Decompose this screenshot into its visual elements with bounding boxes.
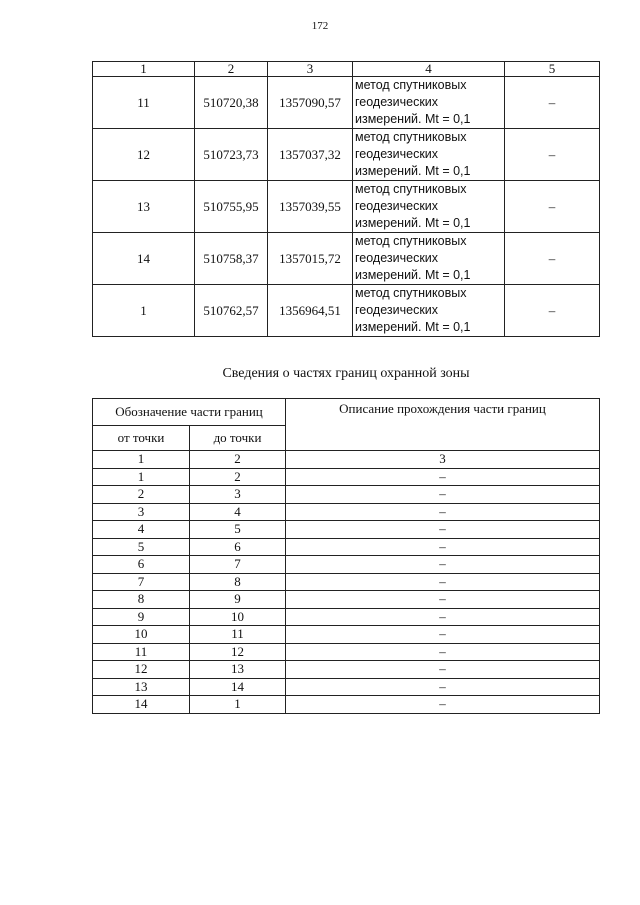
description-cell: – — [286, 626, 600, 644]
column5-cell: – — [505, 129, 600, 181]
to-point-cell: 12 — [190, 643, 286, 661]
table-row — [93, 608, 600, 626]
x-coordinate-cell: 510755,95 — [195, 181, 268, 233]
from-point-cell: 14 — [93, 696, 190, 714]
border-parts-table — [92, 398, 600, 714]
description-cell: – — [286, 591, 600, 609]
method-text-line: метод спутниковых — [355, 78, 467, 92]
header-cell: 3 — [268, 62, 353, 77]
description-cell: – — [286, 503, 600, 521]
description-cell: – — [286, 468, 600, 486]
y-coordinate-cell: 1356964,51 — [268, 285, 353, 337]
method-cell — [353, 77, 505, 129]
to-point-cell: 7 — [190, 556, 286, 574]
to-point-cell: 1 — [190, 696, 286, 714]
table-row — [93, 503, 600, 521]
method-text-line: метод спутниковых — [355, 286, 467, 300]
method-cell — [353, 233, 505, 285]
coordinates-header-row — [93, 62, 600, 77]
coordinates-table — [92, 61, 600, 337]
from-point-cell: 12 — [93, 661, 190, 679]
column5-cell: – — [505, 285, 600, 337]
table-row — [93, 77, 600, 129]
method-text-line: геодезических — [355, 199, 439, 213]
header-cell: 4 — [353, 62, 505, 77]
table-row — [93, 678, 600, 696]
point-number-cell: 11 — [93, 77, 195, 129]
method-text-line: геодезических — [355, 147, 439, 161]
from-point-cell: 11 — [93, 643, 190, 661]
header-designation: Обозначение части границ — [93, 399, 286, 426]
table-row — [93, 556, 600, 574]
method-text-line: измерений. Mt = 0,1 — [355, 112, 471, 126]
y-coordinate-cell: 1357015,72 — [268, 233, 353, 285]
to-point-cell: 8 — [190, 573, 286, 591]
parts-header-row — [93, 399, 600, 426]
from-point-cell: 10 — [93, 626, 190, 644]
description-cell: – — [286, 573, 600, 591]
table-row — [93, 538, 600, 556]
x-coordinate-cell: 510720,38 — [195, 77, 268, 129]
method-cell — [353, 285, 505, 337]
description-cell: – — [286, 538, 600, 556]
description-cell: – — [286, 486, 600, 504]
method-text-line: измерений. Mt = 0,1 — [355, 320, 471, 334]
y-coordinate-cell: 1357090,57 — [268, 77, 353, 129]
method-text-line: геодезических — [355, 303, 439, 317]
point-number-cell: 12 — [93, 129, 195, 181]
to-point-cell: 11 — [190, 626, 286, 644]
table-row — [93, 233, 600, 285]
method-text-line: метод спутниковых — [355, 182, 467, 196]
to-point-cell: 6 — [190, 538, 286, 556]
to-point-cell: 13 — [190, 661, 286, 679]
table-row — [93, 696, 600, 714]
description-cell: – — [286, 556, 600, 574]
header-to-point: до точки — [190, 426, 286, 451]
x-coordinate-cell: 510762,57 — [195, 285, 268, 337]
table-row — [93, 285, 600, 337]
method-text-line: измерений. Mt = 0,1 — [355, 164, 471, 178]
method-text-line: измерений. Mt = 0,1 — [355, 216, 471, 230]
method-text-line: метод спутниковых — [355, 234, 467, 248]
from-point-cell: 5 — [93, 538, 190, 556]
point-number-cell: 1 — [93, 285, 195, 337]
from-point-cell: 1 — [93, 468, 190, 486]
to-point-cell: 10 — [190, 608, 286, 626]
point-number-cell: 13 — [93, 181, 195, 233]
from-point-cell: 9 — [93, 608, 190, 626]
y-coordinate-cell: 1357039,55 — [268, 181, 353, 233]
from-point-cell: 8 — [93, 591, 190, 609]
to-point-cell: 5 — [190, 521, 286, 539]
x-coordinate-cell: 510723,73 — [195, 129, 268, 181]
from-point-cell: 3 — [93, 503, 190, 521]
column5-cell: – — [505, 181, 600, 233]
header-cell: 2 — [195, 62, 268, 77]
table-row — [93, 643, 600, 661]
description-cell: – — [286, 643, 600, 661]
header-from-point: от точки — [93, 426, 190, 451]
table-row — [93, 573, 600, 591]
table-row — [93, 661, 600, 679]
header-cell: 1 — [93, 62, 195, 77]
method-cell — [353, 129, 505, 181]
from-point-cell: 4 — [93, 521, 190, 539]
table-row — [93, 486, 600, 504]
description-cell: – — [286, 608, 600, 626]
from-point-cell: 2 — [93, 486, 190, 504]
from-point-cell: 6 — [93, 556, 190, 574]
page-number: 172 — [311, 20, 329, 32]
method-text-line: метод спутниковых — [355, 130, 467, 144]
numbering-cell: 2 — [190, 451, 286, 469]
parts-numbering-row — [93, 451, 600, 469]
table-row — [93, 468, 600, 486]
table-row — [93, 181, 600, 233]
table-row — [93, 626, 600, 644]
to-point-cell: 2 — [190, 468, 286, 486]
method-text-line: геодезических — [355, 95, 439, 109]
x-coordinate-cell: 510758,37 — [195, 233, 268, 285]
description-cell: – — [286, 661, 600, 679]
description-cell: – — [286, 696, 600, 714]
point-number-cell: 14 — [93, 233, 195, 285]
description-cell: – — [286, 678, 600, 696]
to-point-cell: 14 — [190, 678, 286, 696]
to-point-cell: 9 — [190, 591, 286, 609]
method-cell — [353, 181, 505, 233]
from-point-cell: 7 — [93, 573, 190, 591]
numbering-cell: 3 — [286, 451, 600, 469]
column5-cell: – — [505, 77, 600, 129]
to-point-cell: 3 — [190, 486, 286, 504]
method-text-line: измерений. Mt = 0,1 — [355, 268, 471, 282]
header-description: Описание прохождения части границ — [286, 399, 600, 451]
column5-cell: – — [505, 233, 600, 285]
y-coordinate-cell: 1357037,32 — [268, 129, 353, 181]
table-row — [93, 521, 600, 539]
table-row — [93, 591, 600, 609]
header-cell: 5 — [505, 62, 600, 77]
numbering-cell: 1 — [93, 451, 190, 469]
method-text-line: геодезических — [355, 251, 439, 265]
to-point-cell: 4 — [190, 503, 286, 521]
table-row — [93, 129, 600, 181]
description-cell: – — [286, 521, 600, 539]
from-point-cell: 13 — [93, 678, 190, 696]
section-title: Сведения о частях границ охранной зоны — [222, 366, 470, 381]
